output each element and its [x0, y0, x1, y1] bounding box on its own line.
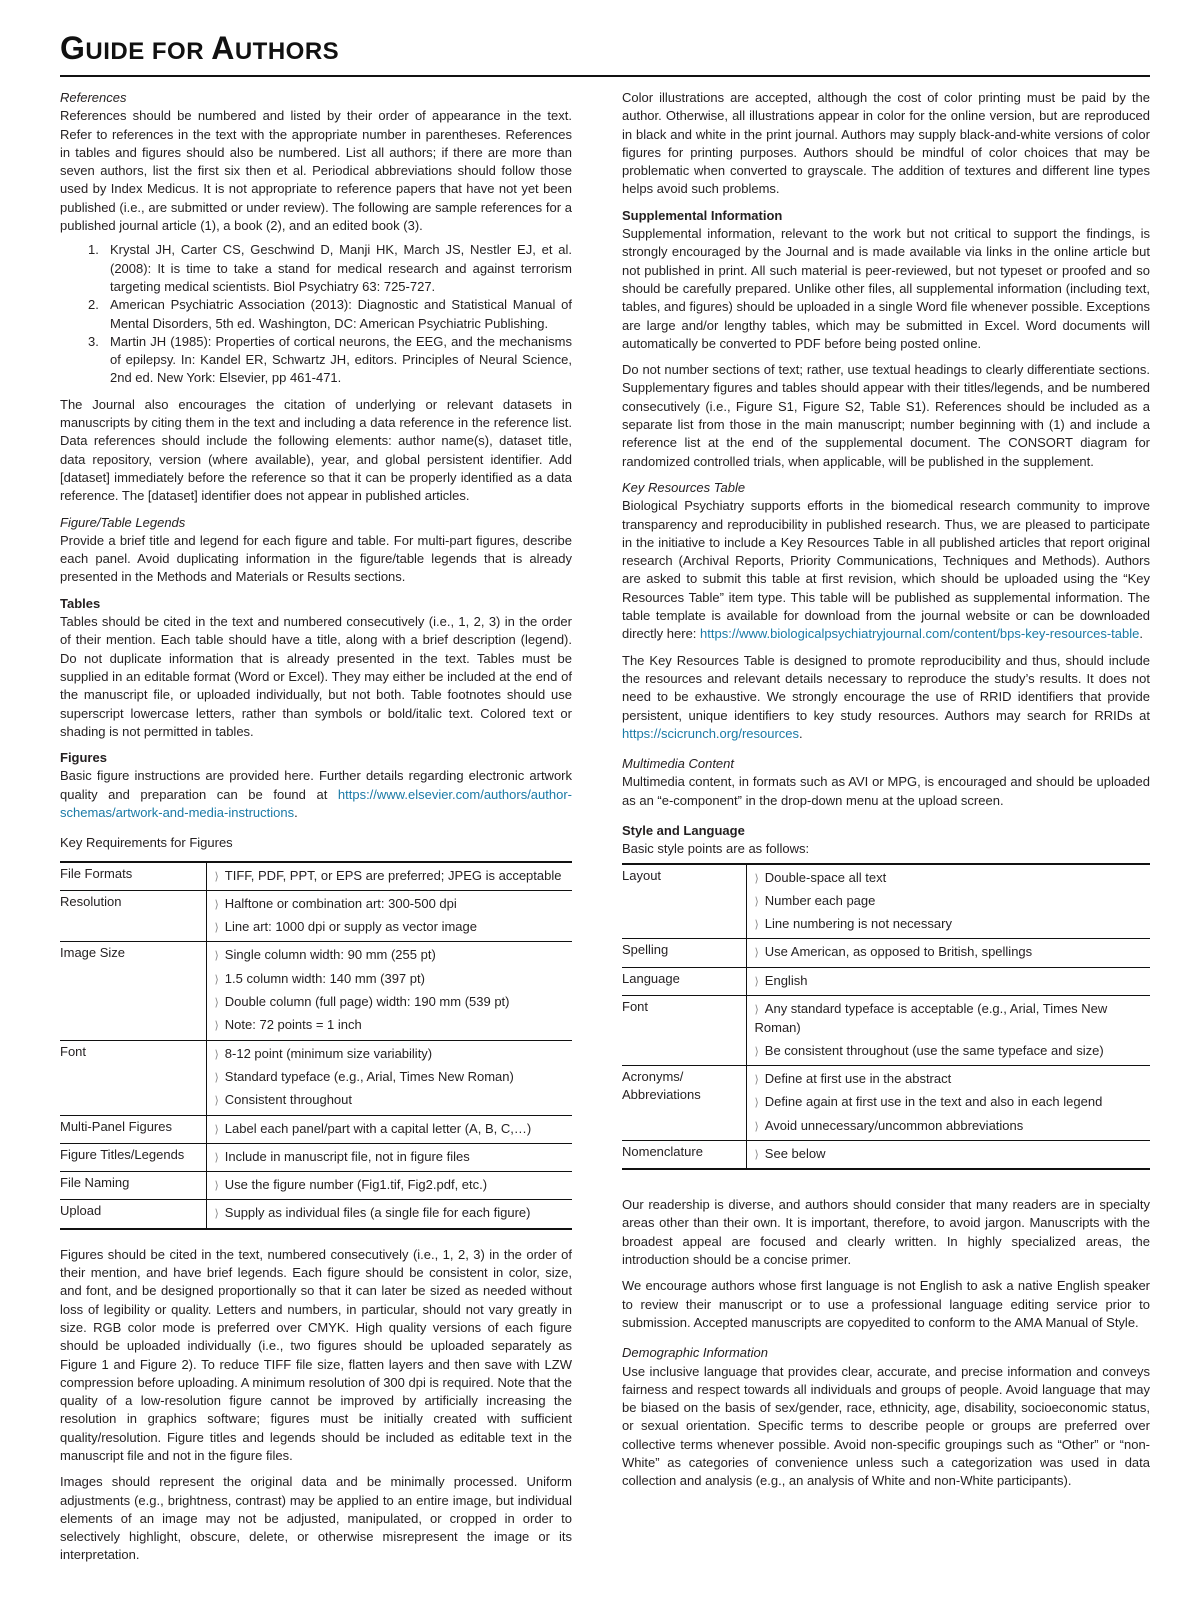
table-row: [622, 967, 1150, 995]
angle-bracket-bullet-icon: ⟩: [754, 947, 759, 960]
angle-bracket-bullet-icon: ⟩: [214, 1151, 219, 1164]
style-paragraph: Basic style points are as follows:: [622, 841, 810, 857]
tables-heading: Tables: [60, 595, 101, 611]
bullet-text: Single column width: 90 mm (255 pt): [224, 947, 436, 963]
angle-bracket-bullet-icon: ⟩: [754, 1120, 759, 1133]
scicrunch-link[interactable]: https://scicrunch.org/resources: [622, 725, 800, 741]
row-label: Spelling: [622, 942, 669, 958]
style-heading: Style and Language: [622, 822, 745, 838]
bullet-item: [215, 991, 573, 1014]
reference-list: [60, 241, 572, 387]
key-requirements-caption: Key Requirements for Figures: [60, 835, 233, 851]
row-label: Nomenclature: [622, 1143, 703, 1159]
bullet-item: [215, 1043, 573, 1066]
bullet-item: [755, 998, 1151, 1040]
bullet-item: [215, 916, 573, 939]
bullet-text: Be consistent throughout (use the same typeface and size): [764, 1042, 1104, 1058]
table-row: [60, 1143, 572, 1171]
angle-bracket-bullet-icon: ⟩: [214, 1048, 219, 1061]
row-values: [746, 864, 1150, 939]
angle-bracket-bullet-icon: ⟩: [754, 1004, 759, 1017]
bullet-text: See below: [764, 1145, 826, 1161]
table-row: [60, 942, 572, 1040]
row-label: Resolution: [60, 893, 122, 909]
reference-number: 3.: [88, 333, 99, 349]
table-row: [60, 1200, 572, 1229]
bullet-text: Avoid unnecessary/uncommon abbreviations: [764, 1117, 1024, 1133]
angle-bracket-bullet-icon: ⟩: [754, 1148, 759, 1161]
title-rule: [60, 75, 1150, 77]
references-paragraph: References should be numbered and listed by their order of appearance in the text. Refer to references in the text with the appropriate number in parentheses. References in tables and figures should also be numbered. List all authors; if there are more than seven authors, list the first six then et al. Periodical abbreviations should follow those used by Index Medicus. It is not appropriate to reference papers that have not yet been published (i.e., are submitted or under review). The following are sample references for a published journal article (1), a book (2), and an edited book (3).: [60, 108, 572, 234]
bullet-text: Note: 72 points = 1 inch: [224, 1017, 362, 1033]
row-values: [206, 1143, 572, 1171]
demographic-heading: Demographic Information: [622, 1345, 768, 1361]
bullet-text: Double-space all text: [764, 869, 887, 885]
angle-bracket-bullet-icon: ⟩: [214, 870, 219, 883]
supplemental-paragraph-1: Supplemental information, relevant to the work but not critical to support the findings, is strongly encouraged by the Journal and is made available via links in the online article but not published in print. All such material is peer-reviewed, but not typeset or proofed and so should be carefully prepared. Unlike other files, all supplemental information (including text, tables, and figures) should be uploaded in a single Word file whenever possible. Exceptions are large and/or lengthy tables, which may be submitted in Excel. Word documents will automatically be converted to PDF before being posted online.: [622, 226, 1150, 351]
table-row: [60, 862, 572, 891]
angle-bracket-bullet-icon: ⟩: [214, 1208, 219, 1221]
tables-paragraph: Tables should be cited in the text and numbered consecutively (i.e., 1, 2, 3) in the order of their mention. Each table should have a title, along with a brief description (legend). Do not duplicate information that is already presented in the text. Tables must be supplied in an editable format (Word or Excel). They may either be included at the end of the manuscript file, or uploaded individually, but not both. Table footnotes should use superscript lowercase letters, rather than symbols or bold/italic text. Colored text or shading is not permitted in tables.: [60, 614, 572, 739]
row-values: [206, 1115, 572, 1143]
row-values: [206, 1200, 572, 1229]
row-label: Language: [622, 970, 680, 986]
bullet-text: Double column (full page) width: 190 mm (539 pt): [224, 994, 510, 1010]
angle-bracket-bullet-icon: ⟩: [754, 1045, 759, 1058]
row-label: Layout: [622, 867, 662, 883]
bullet-item: [215, 1066, 573, 1089]
bullet-item: [755, 970, 1151, 993]
table-row: [60, 1115, 572, 1143]
row-values: [746, 1140, 1150, 1169]
bullet-item: [755, 1091, 1151, 1114]
key-resources-table-link[interactable]: https://www.biologicalpsychiatryjournal.com/content/bps-key-resources-table: [700, 626, 1140, 642]
bullet-text: 8-12 point (minimum size variability): [224, 1045, 433, 1061]
reference-text: Martin JH (1985): Properties of cortical neurons, the EEG, and the mechanisms of epilepsy. In: Kandel ER, Schwartz JH, editors. Principles of Neural Science, 2nd ed. New York: Elsevier, pp 461-471.: [110, 333, 572, 386]
bullet-text: Use the figure number (Fig1.tif, Fig2.pdf, etc.): [224, 1177, 488, 1193]
row-label: Acronyms/ Abbreviations: [622, 1068, 701, 1103]
bullet-item: [215, 1174, 573, 1197]
key-resources-paragraph-1: Biological Psychiatry supports efforts in the biomedical research community to improve transparency and reproducibility in published research. Thus, we are pleased to participate in the initiative to include a Key Resources Table in all published articles that report original research (Archival Reports, Priority Communications, Techniques and Methods). Authors are asked to submit this table at first revision, which should be uploaded using the “Key Resources Table” item type. This table will be published as supplemental information. The table template is available for download from the journal website or can be downloaded directly here: https://www.biologicalpsychiatryjournal.com/content/bps-key-resources-table.: [622, 498, 1150, 642]
table-row: [60, 1172, 572, 1200]
reference-item: [60, 296, 572, 333]
supplemental-heading: Supplemental Information: [622, 207, 783, 223]
bullet-item: [755, 867, 1151, 890]
reference-item: [60, 333, 572, 388]
bullet-text: 1.5 column width: 140 mm (397 pt): [224, 970, 425, 986]
bullet-item: [215, 1089, 573, 1112]
row-values: [206, 862, 572, 891]
page-title: GUIDE FOR AUTHORS: [60, 30, 340, 66]
reference-item: [60, 241, 572, 296]
bullet-item: [215, 1014, 573, 1037]
bullet-item: [755, 1115, 1151, 1138]
bullet-item: [215, 968, 573, 991]
key-resources-paragraph-2: The Key Resources Table is designed to promote reproducibility and thus, should include the resources and relevant details necessary to reproduce the study’s results. It does not need to be exhaustive. We strongly encourage the use of RRID identifiers that provide persistent, unique identifiers to key study resources. Authors may search for RRIDs at https://scicrunch.org/resources.: [622, 652, 1150, 741]
left-column: [60, 89, 572, 1565]
bullet-item: [755, 941, 1151, 964]
row-label: Image Size: [60, 945, 126, 961]
demographic-paragraph: Use inclusive language that provides clear, accurate, and precise information and conveys fairness and respect towards all individuals and groups of people. Avoid language that may be biased on the basis of sex/gender, race, ethnicity, age, disability, socioeconomic status, or sexual orientation. Specific terms to describe people or groups are preferred over collective terms whenever possible. Avoid non-specific groupings such as “Other” or “non-White” as categories of convenience unless such a categorization was used in data collection and analysis (e.g., an analysis of White and non-White participants).: [622, 1363, 1150, 1489]
table-row: [60, 890, 572, 942]
reference-number: 1.: [88, 242, 99, 258]
angle-bracket-bullet-icon: ⟩: [754, 895, 759, 908]
table-row: [622, 864, 1150, 939]
angle-bracket-bullet-icon: ⟩: [754, 1097, 759, 1110]
row-label: Font: [60, 1043, 87, 1059]
angle-bracket-bullet-icon: ⟩: [754, 919, 759, 932]
bullet-text: Define at first use in the abstract: [764, 1070, 952, 1086]
bullet-item: [755, 890, 1151, 913]
reference-text: American Psychiatric Association (2013): Diagnostic and Statistical Manual of Mental Disorders, 5th ed. Washington, DC: American Psychiatric Publishing.: [110, 297, 572, 331]
bullet-text: Label each panel/part with a capital letter (A, B, C,…): [224, 1120, 532, 1136]
angle-bracket-bullet-icon: ⟩: [214, 950, 219, 963]
bullet-item: [215, 893, 573, 916]
row-values: [746, 996, 1150, 1066]
angle-bracket-bullet-icon: ⟩: [214, 1180, 219, 1193]
bullet-item: [215, 1118, 573, 1141]
bullet-text: Any standard typeface is acceptable (e.g., Arial, Times New Roman): [754, 1001, 1108, 1036]
key-resources-heading: Key Resources Table: [622, 479, 746, 495]
readership-paragraph: Our readership is diverse, and authors should consider that many readers are in specialty areas other than their own. It is important, therefore, to avoid jargon. Manuscripts with the broadest appeal are focused and clearly written. In highly specialized areas, the introduction should be a concise primer.: [622, 1197, 1150, 1268]
angle-bracket-bullet-icon: ⟩: [214, 922, 219, 935]
reference-number: 2.: [88, 297, 99, 313]
table-row: [60, 1040, 572, 1115]
angle-bracket-bullet-icon: ⟩: [214, 898, 219, 911]
bullet-item: [755, 1040, 1151, 1063]
bullet-text: Number each page: [764, 892, 876, 908]
angle-bracket-bullet-icon: ⟩: [754, 1073, 759, 1086]
figures-heading: Figures: [60, 750, 107, 766]
bullet-item: [215, 1202, 573, 1225]
bullet-text: Standard typeface (e.g., Arial, Times New Roman): [224, 1068, 514, 1084]
row-label: Font: [622, 999, 649, 1015]
bullet-text: Consistent throughout: [224, 1092, 352, 1108]
angle-bracket-bullet-icon: ⟩: [214, 1071, 219, 1084]
legends-paragraph: Provide a brief title and legend for each figure and table. For multi-part figures, describe each panel. Avoid duplicating information in the figure/table legends that is already presented in the Methods and Materials or Results sections.: [60, 532, 572, 585]
artwork-instructions-link[interactable]: https://www.elsevier.com/authors/author-schemas/artwork-and-media-instructions: [60, 786, 572, 820]
row-values: [746, 939, 1150, 967]
row-label: Figure Titles/Legends: [60, 1146, 185, 1162]
bullet-text: Use American, as opposed to British, spellings: [764, 944, 1033, 960]
supplemental-paragraph-2: Do not number sections of text; rather, use textual headings to clearly differentiate sections. Supplementary figures and tables should appear with their titles/legends, and be numbered consecutively (i.e., Figure S1, Figure S2, Table S1). References should be included as a separate list from those in the main manuscript; number beginning with (1) and include a reference list at the end of the supplemental document. The CONSORT diagram for randomized controlled trials, when applicable, will be published in the supplement.: [622, 362, 1150, 469]
bullet-text: Define again at first use in the text and also in each legend: [764, 1094, 1103, 1110]
bullet-text: Line numbering is not necessary: [764, 916, 952, 932]
bullet-item: [215, 865, 573, 888]
row-values: [206, 942, 572, 1040]
bullet-item: [755, 913, 1151, 936]
multimedia-paragraph: Multimedia content, in formats such as AVI or MPG, is encouraged and should be uploaded as an “e-component” in the drop-down menu at the upload screen.: [622, 774, 1150, 808]
bullet-text: Supply as individual files (a single file for each figure): [224, 1205, 531, 1221]
bullet-text: TIFF, PDF, PPT, or EPS are preferred; JPEG is acceptable: [224, 867, 562, 883]
table-row: [622, 939, 1150, 967]
figures-details-paragraph: Figures should be cited in the text, numbered consecutively (i.e., 1, 2, 3) in the order of their mention, and have brief legends. Each figure should be consistent in color, size, and font, and be designed proportionally so that it can later be sized as needed without loss of legibility or quality. Letters and numbers, in particular, should not vary greatly in size. RGB color mode is preferred over CMYK. High quality versions of each figure should be uploaded individually (i.e., two figures should be uploaded separately as Figure 1 and Figure 2). To reduce TIFF file size, flatten layers and then save with LZW compression before uploading. A minimum resolution of 300 dpi is required. Note that the quality of a low-resolution figure cannot be improved by artificially increasing the resolution in graphics software; figures must be initially created with sufficient quality/resolution. Figure titles and legends should be included as editable text in the manuscript file and not in the figure files.: [60, 1246, 572, 1463]
angle-bracket-bullet-icon: ⟩: [214, 1020, 219, 1033]
row-values: [746, 1065, 1150, 1140]
bullet-text: Include in manuscript file, not in figure files: [224, 1148, 470, 1164]
legends-heading: Figure/Table Legends: [60, 514, 186, 530]
row-label: File Naming: [60, 1175, 130, 1191]
english-paragraph: We encourage authors whose first language is not English to ask a native English speaker to review their manuscript or to use a professional language editing service prior to submission. Accepted manuscripts are copyedited to conform to the AMA Manual of Style.: [622, 1278, 1150, 1330]
angle-bracket-bullet-icon: ⟩: [754, 975, 759, 988]
bullet-text: English: [764, 972, 808, 988]
bullet-item: [755, 1143, 1151, 1166]
style-table: [622, 863, 1150, 1171]
row-label: Upload: [60, 1203, 102, 1219]
figures-paragraph: Basic figure instructions are provided here. Further details regarding electronic artwork quality and preparation can be found at https://www.elsevier.com/authors/author-schemas/artwork-and-media-instructions.: [60, 768, 572, 820]
reference-text: Krystal JH, Carter CS, Geschwind D, Manji HK, March JS, Nestler EJ, et al. (2008): It is time to take a stand for medical research and against terrorism targeting medical scientists. Biol Psychiatry 63: 725-727.: [110, 242, 572, 294]
row-values: [206, 1040, 572, 1115]
multimedia-heading: Multimedia Content: [622, 756, 734, 772]
angle-bracket-bullet-icon: ⟩: [214, 1095, 219, 1108]
row-values: [746, 967, 1150, 995]
bullet-text: Halftone or combination art: 300-500 dpi: [224, 895, 457, 911]
table-row: [622, 1065, 1150, 1140]
angle-bracket-bullet-icon: ⟩: [754, 872, 759, 885]
right-column: [622, 89, 1150, 1491]
table-row: [622, 996, 1150, 1066]
images-paragraph: Images should represent the original data and be minimally processed. Uniform adjustments (e.g., brightness, contrast) may be applied to an entire image, but individual elements of an image may not be adjusted, manipulated, or cropped in order to selectively highlight, obscure, delete, or otherwise misrepresent the image or its interpretation.: [60, 1474, 572, 1563]
row-label: File Formats: [60, 865, 133, 881]
bullet-item: [215, 944, 573, 967]
angle-bracket-bullet-icon: ⟩: [214, 1123, 219, 1136]
row-values: [206, 890, 572, 942]
angle-bracket-bullet-icon: ⟩: [214, 997, 219, 1010]
color-paragraph: Color illustrations are accepted, although the cost of color printing must be paid by the author. Otherwise, all illustrations appear in color for the online version, but are reproduced in black and white in the print journal. Authors may supply black-and-white versions of color figures for printing purposes. Authors should be mindful of color choices that may be problematic when converted to grayscale. The addition of textures and different line types helps avoid such problems.: [622, 90, 1150, 197]
table-row: [622, 1140, 1150, 1169]
bullet-text: Line art: 1000 dpi or supply as vector image: [224, 919, 477, 935]
datasets-paragraph: The Journal also encourages the citation of underlying or relevant datasets in manuscripts by citing them in the text and including a data reference in the reference list. Data references should include the following elements: author name(s), dataset title, data repository, version (where available), year, and global persistent identifier. Add [dataset] immediately before the reference so that it can be properly identified as a data reference. The [dataset] identifier does not appear in published articles.: [60, 396, 572, 504]
references-heading: References: [60, 90, 127, 105]
angle-bracket-bullet-icon: ⟩: [214, 973, 219, 986]
bullet-item: [755, 1068, 1151, 1091]
bullet-item: [215, 1146, 573, 1169]
row-label: Multi-Panel Figures: [60, 1118, 172, 1134]
key-requirements-table: [60, 861, 572, 1230]
row-values: [206, 1172, 572, 1200]
